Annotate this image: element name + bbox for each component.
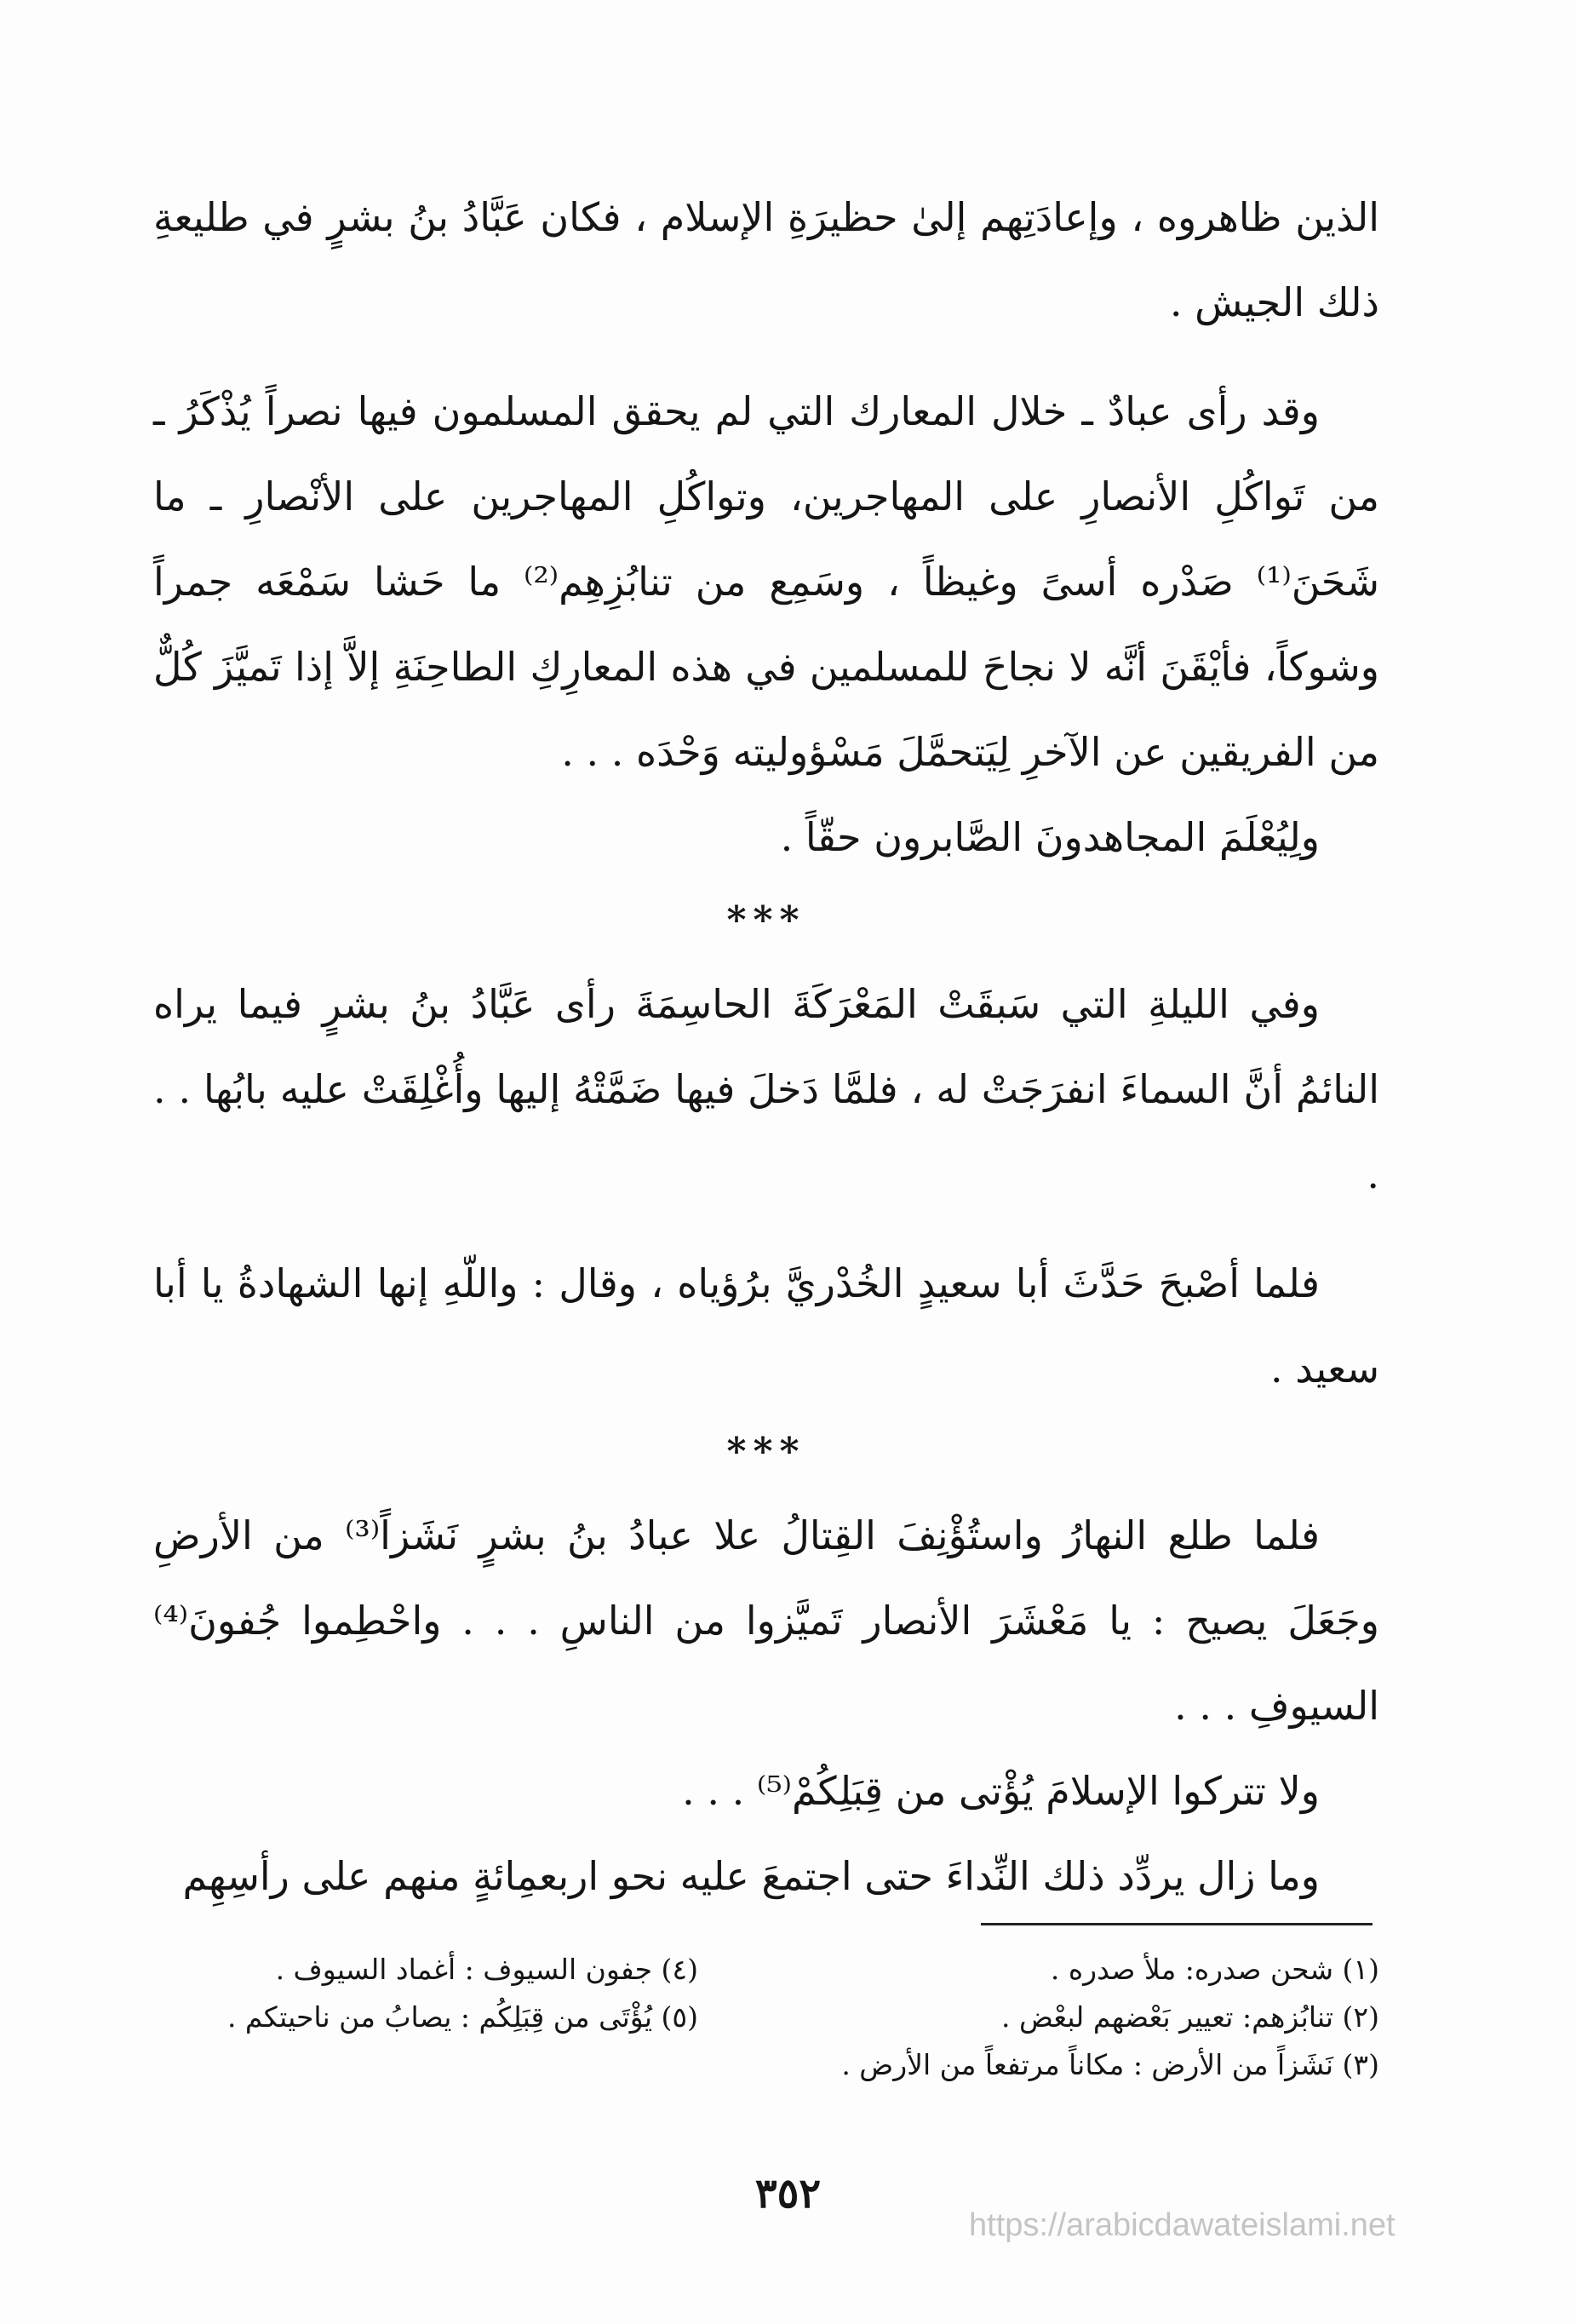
paragraph-5: فلما أصْبحَ حَدَّثَ أبا سعيدٍ الخُدْريَّ برُؤياه ، وقال : واللّهِ إنها الشهادةُ يا أبا سعيد . (153, 1260, 1379, 1392)
section-separator-1: *** (726, 898, 806, 942)
paragraph-8: وما زال يردِّد ذلك النِّداءَ حتى اجتمعَ عليه نحو اربعمِائةٍ منهم على رأسِهِم (182, 1853, 1320, 1899)
paragraph-3: ولِيُعْلَمَ المجاهدونَ الصَّابرون حقّاً . (780, 814, 1320, 860)
footnote-divider (981, 1923, 1373, 1925)
page-number: ٣٥٢ (754, 2170, 822, 2218)
paragraph-1: الذين ظاهروه ، وإعادَتِهم إلىٰ حظيرَةِ الإسلام ، فكان عَبَّادُ بنُ بشرٍ في طليعةِ ذلك الجيش . (153, 194, 1379, 325)
footnotes-column-left (227, 1946, 698, 2041)
footnotes (153, 1946, 1379, 2108)
watermark-url: https://arabicdawateislami.net (969, 2207, 1395, 2243)
footnote-1: (١) شحن صدره: ملأ صدره . (1050, 1953, 1379, 1986)
section-separator-2: *** (726, 1430, 806, 1473)
footnotes-column-right (841, 1946, 1379, 2089)
paragraph-2: وقد رأى عبادٌ ـ خلال المعارك التي لم يحقق المسلمون فيها نصراً يُذْكَرُ ـ من تَواكُلِ الأنصارِ على المهاجرين، وتواكُلِ المهاجرين على الأنْصارِ ـ ما شَحَنَ⁽¹⁾ صَدْره أسىً وغيظاً ، وسَمِع من تنابُزِهِم⁽²⁾ ما حَشا سَمْعَه جمراً وشوكاً، فأيْقَنَ أنَّه لا نجاحَ للمسلمين في هذه المعارِكِ الطاحِنَةِ إلاَّ إذا تَميَّزَ كُلٌّ من الفريقين عن الآخرِ لِيَتحمَّلَ مَسْؤوليته وَحْدَه . . . (153, 388, 1380, 775)
page-body (153, 175, 1379, 1919)
footnote-4: (٤) جفون السيوف : أغماد السيوف . (275, 1953, 698, 1986)
paragraph-6: فلما طلع النهارُ واستُؤْنِفَ القِتالُ علا عبادُ بنُ بشرٍ نَشَزاً⁽³⁾ من الأرضِ وجَعَلَ يصيح : يا مَعْشَرَ الأنصار تَميَّزوا من الناسِ . . . واحْطِموا جُفونَ⁽⁴⁾ السيوفِ . . . (153, 1512, 1379, 1729)
paragraph-7: ولا تتركوا الإسلامَ يُؤْتى من قِبَلِكُمْ⁽⁵⁾ . . . (682, 1768, 1320, 1814)
footnote-5: (٥) يُؤْتَى من قِبَلِكُم : يصابُ من ناحيتكم . (226, 2000, 698, 2034)
footnote-2: (٢) تنابُزهم: تعيير بَعْضهم لبعْض . (1001, 2000, 1379, 2034)
paragraph-4: وفي الليلةِ التي سَبقَتْ المَعْرَكَةَ الحاسِمَةَ رأى عَبَّادُ بنُ بشرٍ فيما يراه النائمُ أنَّ السماءَ انفرَجَتْ له ، فلمَّا دَخلَ فيها ضَمَّتْهُ إليها وأُغْلِقَتْ عليه بابُها . . . (153, 981, 1379, 1197)
footnote-3: (٣) نَشَزاً من الأرض : مكاناً مرتفعاً من الأرض . (841, 2048, 1379, 2081)
